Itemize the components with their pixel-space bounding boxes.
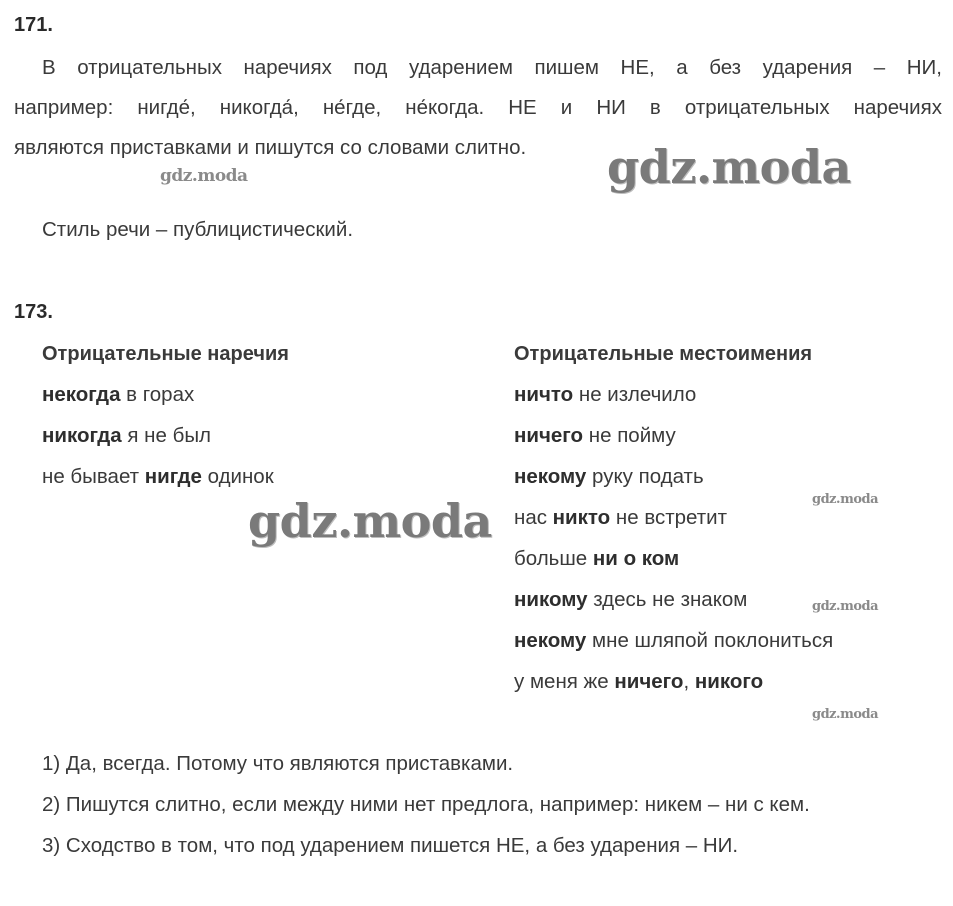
exercise-number-171: 171. xyxy=(14,14,53,36)
answer-2: 2) Пишутся слитно, если между ними нет предлога, например: никем – ни с кем. xyxy=(42,793,810,816)
watermark-large: gdz.moda xyxy=(607,140,851,194)
pronoun-row: нас никто не встретит xyxy=(514,506,727,529)
adverb-row: никогда я не был xyxy=(42,424,212,447)
adverbs-column-header: Отрицательные наречия xyxy=(42,343,289,365)
watermark-small: gdz.moda xyxy=(812,599,879,614)
pronoun-row: некому руку подать xyxy=(514,465,704,488)
pronoun-row: больше ни о ком xyxy=(514,547,680,570)
adverb-row: некогда в горах xyxy=(42,383,195,406)
ex171-line-3: являются приставками и пишутся со словами слитно. xyxy=(14,136,527,159)
ex171-line-2: например: нигде́, никогда́, не́где, не́когда. НЕ и НИ в отрицательных наречиях xyxy=(14,96,942,119)
adverb-row: не бывает нигде одинок xyxy=(42,465,274,488)
watermark-small: gdz.moda xyxy=(160,166,248,186)
pronoun-row: никому здесь не знаком xyxy=(514,588,748,611)
watermark-small: gdz.moda xyxy=(812,492,879,507)
watermark-small: gdz.moda xyxy=(812,707,879,722)
exercise-number-173: 173. xyxy=(14,301,53,323)
pronoun-row: некому мне шляпой поклониться xyxy=(514,629,834,652)
pronoun-row: ничто не излечило xyxy=(514,383,697,406)
answer-1: 1) Да, всегда. Потому что являются приставками. xyxy=(42,752,514,775)
ex171-line-1: В отрицательных наречиях под ударением пишем НЕ, а без ударения – НИ, xyxy=(42,56,942,79)
watermark-large: gdz.moda xyxy=(248,494,492,548)
pronouns-column-header: Отрицательные местоимения xyxy=(514,343,813,365)
pronoun-row: ничего не пойму xyxy=(514,424,676,447)
pronoun-row: у меня же ничего, никого xyxy=(514,670,764,693)
ex171-style-line: Стиль речи – публицистический. xyxy=(42,218,354,241)
answer-3: 3) Сходство в том, что под ударением пишется НЕ, а без ударения – НИ. xyxy=(42,834,739,857)
